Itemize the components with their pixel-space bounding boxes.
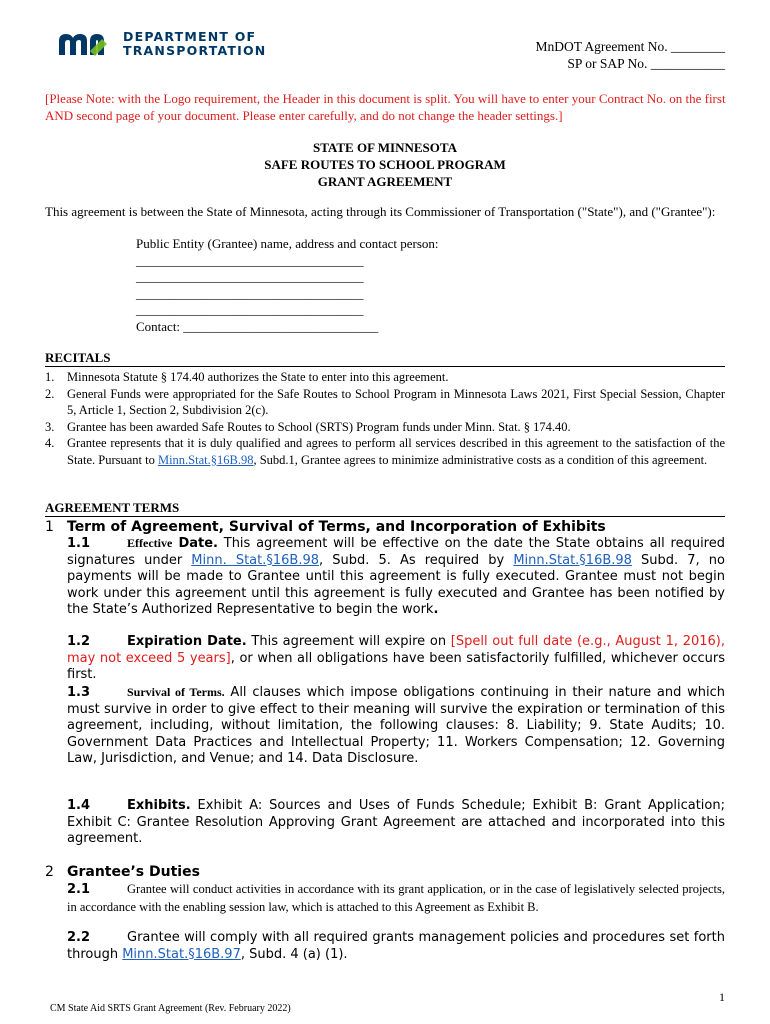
list-item: 3. Grantee has been awarded Safe Routes to School (SRTS) Program funds under Minn. Stat. § 174.40. bbox=[45, 419, 571, 434]
agreement-no: MnDOT Agreement No. ________ bbox=[535, 39, 725, 54]
recitals-list bbox=[45, 369, 725, 468]
clause-1-4: 1.4 Exhibits. Exhibit A: Sources and Uses of Funds Schedule; Exhibit B: Grant Application; Exhibit C: Grantee Resolution Approving Grant Agreement are attached and incorporated into this agreement. bbox=[67, 798, 725, 846]
list-item: 4. Grantee represents that it is duly qualified and agrees to perform all services described in this agreement to the satisfaction of the State. Pursuant to Minn.Stat.§16B.98, Subd.1, Grantee agrees to minimize administrative costs as a condition of this agreement. bbox=[45, 436, 725, 467]
list-item: 1. Minnesota Statute § 174.40 authorizes the State to enter into this agreement. bbox=[45, 370, 449, 384]
list-item: 2. General Funds were appropriated for the Safe Routes to School Program in Minnesota Laws 2021, First Special Session, Chapter 5, Article 1, Section 2, Subdivision 2(c). bbox=[45, 386, 725, 417]
clause-1-1: 1.1 Effective Date. This agreement will be effective on the date the State obtains all required signatures under Minn. Stat.§16B.98, Subd. 5. As required by Minn.Stat.§16B.98 Subd. 7, no payments will be made to Grantee until this agreement is fully executed. Grantee must not begin work under this agreement until this agreement is fully executed and Grantee has been notified by the State’s Authorized Representative to begin the work. bbox=[67, 536, 725, 617]
logo-text: DEPARTMENT OF TRANSPORTATION bbox=[123, 29, 267, 58]
sp-no: SP or SAP No. ___________ bbox=[567, 56, 725, 71]
page-number: 1 bbox=[719, 990, 725, 1004]
statute-link[interactable]: Minn.Stat.§16B.98 bbox=[513, 552, 632, 568]
statute-link[interactable]: Minn. Stat.§16B.98 bbox=[191, 552, 319, 568]
clause-1-3: 1.3 Survival of Terms. All clauses which impose obligations continuing in their nature and which must survive in order to give effect to their meaning will survive the expiration or termination of this agreement, including, without limitation, the following clauses: 8. Liability; 9. State Audits; 10. Government Data Practices and Intellectual Property; 11. Workers Compensation; 12. Governing Law, Jurisdiction, and Venue; and 14. Data Disclosure. bbox=[67, 685, 725, 766]
grantee-entity-block: Public Entity (Grantee) name, address and contact person: ___________________________________ ___________________________________ ___________________________________ ___________________________________ Contact: ______________________________ bbox=[136, 236, 439, 334]
section-2-heading: 2 Grantee’s Duties bbox=[45, 864, 200, 880]
clause-2-1: 2.1 Grantee will conduct activities in accordance with its grant application, or in the case of legislatively selected projects, in accordance with the enabling session law, which is attached to this Agreement as Exhibit B. bbox=[67, 882, 725, 914]
mn-logo-mark-icon bbox=[57, 31, 117, 57]
agreement-terms-heading: AGREEMENT TERMS bbox=[45, 500, 725, 517]
statute-link[interactable]: Minn.Stat.§16B.97 bbox=[122, 946, 241, 962]
mndot-logo bbox=[57, 30, 266, 58]
footer-text: CM State Aid SRTS Grant Agreement (Rev. February 2022) bbox=[50, 1003, 291, 1014]
document-title: STATE OF MINNESOTA SAFE ROUTES TO SCHOOL PROGRAM GRANT AGREEMENT bbox=[264, 140, 506, 189]
recitals-heading: RECITALS bbox=[45, 350, 725, 367]
clause-1-2: 1.2 Expiration Date. This agreement will expire on [Spell out full date (e.g., August 1, 2016), may not exceed 5 years], or when all obligations have been satisfactorily fulfilled, whichever occurs first. bbox=[67, 634, 725, 682]
section-1-heading: 1 Term of Agreement, Survival of Terms, and Incorporation of Exhibits bbox=[45, 519, 606, 535]
header-note: [Please Note: with the Logo requirement, the Header in this document is split. You will have to enter your Contract No. on the first AND second page of your document. Please enter carefully, and do not change the header settings.] bbox=[45, 91, 726, 123]
intro-text: This agreement is between the State of Minnesota, acting through its Commissioner of Transportation ("State"), and ("Grantee"): bbox=[45, 204, 716, 219]
clause-2-2: 2.2 Grantee will comply with all required grants management policies and procedures set forth through Minn.Stat.§16B.97, Subd. 4 (a) (1). bbox=[67, 930, 725, 962]
agreement-numbers bbox=[536, 38, 725, 72]
statute-link[interactable]: Minn.Stat.§16B.98 bbox=[157, 452, 254, 467]
